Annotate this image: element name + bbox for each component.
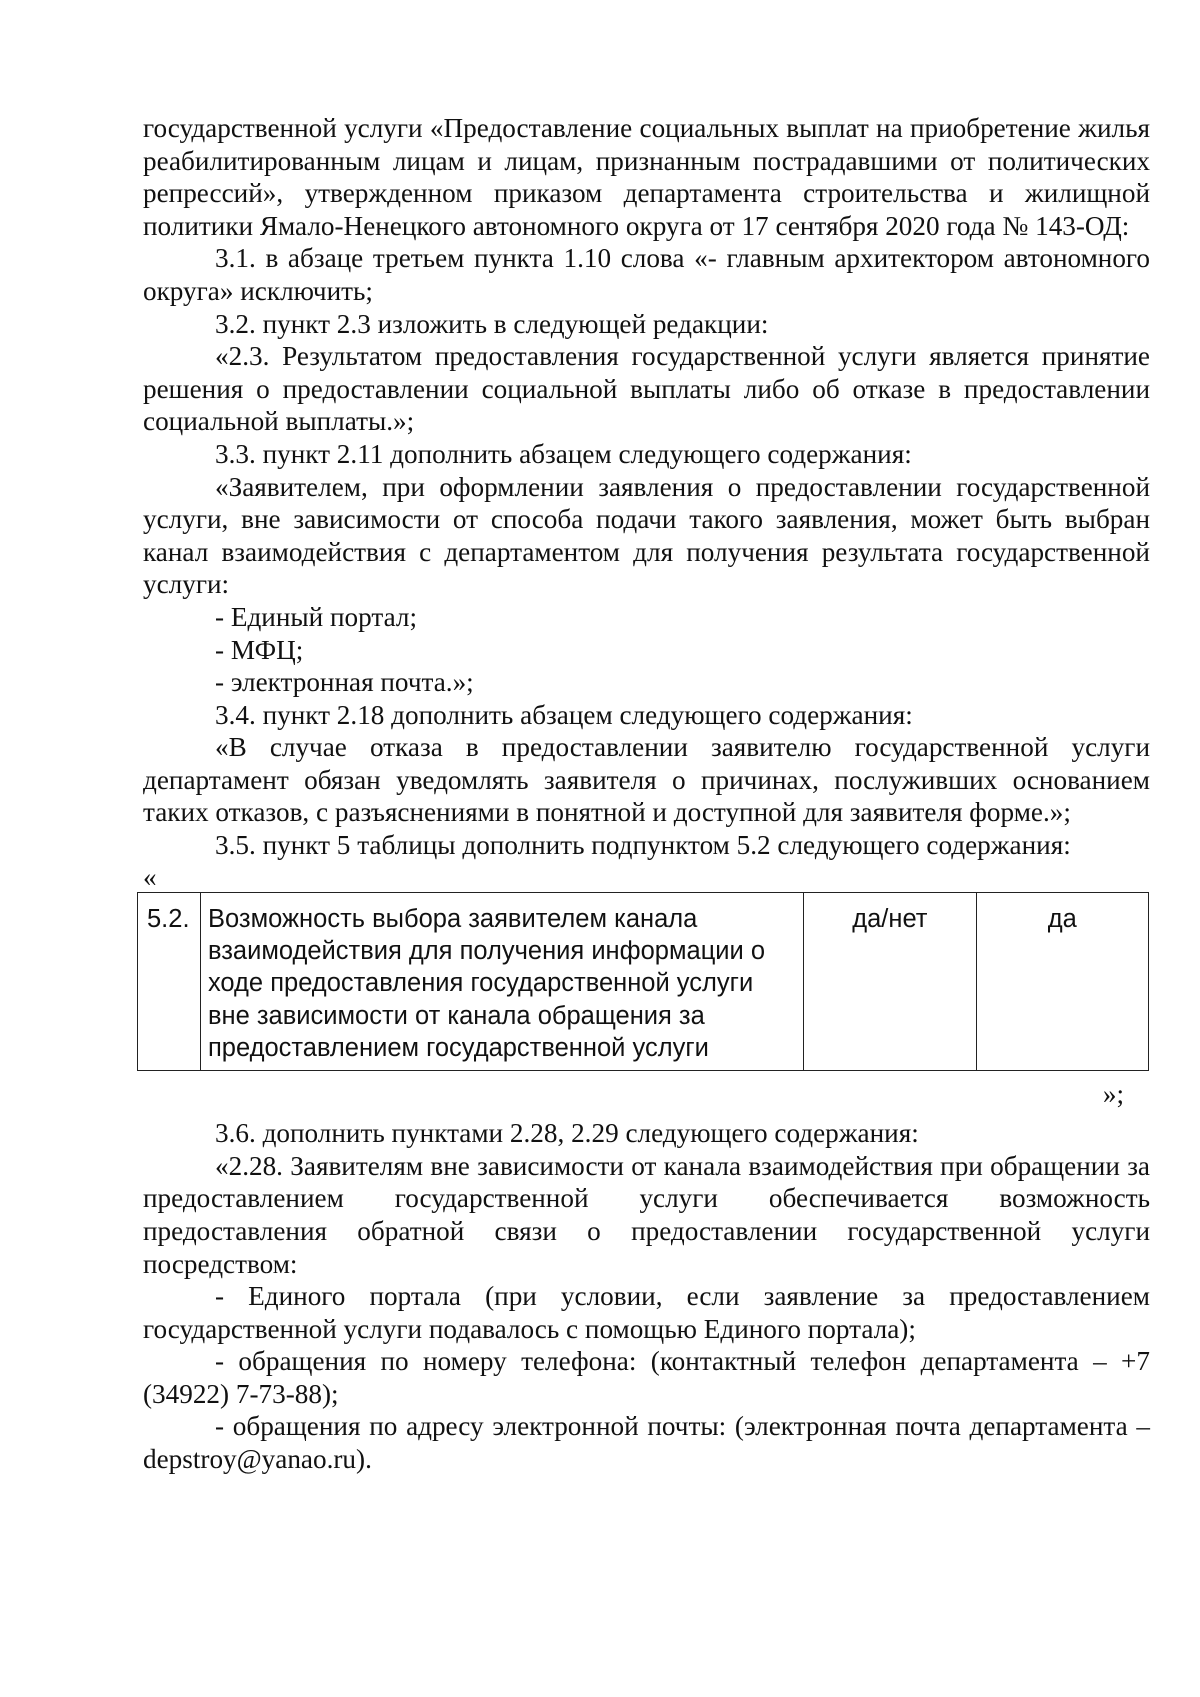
list-item: - электронная почта.»; xyxy=(215,667,474,698)
open-quote: « xyxy=(143,861,157,892)
item-3-4: 3.4. пункт 2.18 дополнить абзацем следующего содержания: xyxy=(215,699,913,730)
item-3-2: 3.2. пункт 2.3 изложить в следующей редакции: xyxy=(215,308,769,339)
list-item: - Единый портал; xyxy=(215,601,418,632)
item-3-6-text: «2.28. Заявителям вне зависимости от канала взаимодействия при обращении за предоставлением государственной услуги обеспечивается возможность предоставления обратной связи о предоставлении государственной услуги посредством: xyxy=(143,1150,1150,1279)
table-cell-description: Возможность выбора заявителем канала взаимодействия для получения информации о ходе предоставления государственной услуги вне зависимости от канала обращения за предоставлением государственной услуги xyxy=(200,892,803,1070)
item-3-4-text: «В случае отказа в предоставлении заявителю государственной услуги департамент обязан уведомлять заявителя о причинах, послуживших основанием таких отказов, с разъяснениями в понятной и доступной для заявителя форме.»; xyxy=(143,732,1150,828)
close-quote: »; xyxy=(1102,1079,1124,1110)
list-item: - обращения по номеру телефона: (контактный телефон департамента – +7 (34922) 7-73-88); xyxy=(143,1346,1150,1409)
item-3-5: 3.5. пункт 5 таблицы дополнить подпунктом 5.2 следующего содержания: xyxy=(215,830,1071,861)
table-cell-unit: да/нет xyxy=(804,892,976,1070)
item-3-1: 3.1. в абзаце третьем пункта 1.10 слова «- главным архитектором автономного округа» исключить; xyxy=(143,243,1150,306)
table-cell-value: да xyxy=(976,892,1148,1070)
list-item: - МФЦ; xyxy=(215,634,304,665)
table-cell-number: 5.2. xyxy=(138,892,201,1070)
intro-paragraph: государственной услуги «Предоставление социальных выплат на приобретение жилья реабилитированным лицам и лицам, признанным пострадавшими от политических репрессий», утвержденном приказом департамента строительства и жилищной политики Ямало-Ненецкого автономного округа от 17 сентября 2020 года № 143-ОД: xyxy=(143,113,1150,241)
item-3-3: 3.3. пункт 2.11 дополнить абзацем следующего содержания: xyxy=(215,438,912,469)
item-3-3-text: «Заявителем, при оформлении заявления о предоставлении государственной услуги, вне зависимости от способа подачи такого заявления, может быть выбран канал взаимодействия с департаментом для получения результата государственной услуги: xyxy=(143,471,1150,600)
item-3-2-text: «2.3. Результатом предоставления государственной услуги является принятие решения о предоставлении социальной выплаты либо об отказе в предоставлении социальной выплаты.»; xyxy=(143,341,1150,437)
list-item: - Единого портала (при условии, если заявление за предоставлением государственной услуги подавалось с помощью Единого портала); xyxy=(143,1281,1150,1344)
list-item: - обращения по адресу электронной почты: (электронная почта департамента – depstroy@yanao.ru). xyxy=(143,1411,1150,1475)
inserted-table xyxy=(137,892,1149,1071)
table-row xyxy=(138,892,1149,1070)
item-3-6: 3.6. дополнить пунктами 2.28, 2.29 следующего содержания: xyxy=(215,1118,919,1149)
document-page xyxy=(143,112,1150,1476)
